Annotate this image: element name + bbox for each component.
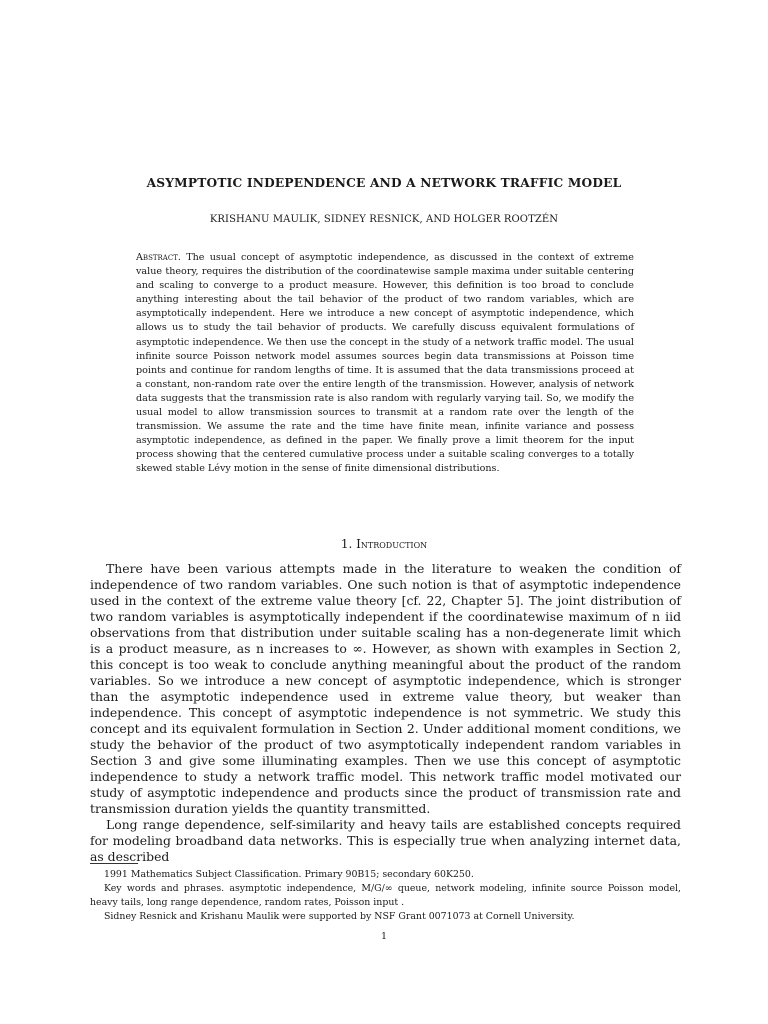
body-paragraph: Long range dependence, self-similarity and heavy tails are established concepts required for modeling broadband data networks. This is especially true when analyzing internet data, as described xyxy=(90,817,681,864)
footnotes xyxy=(90,868,681,924)
footnote-funding: Sidney Resnick and Krishanu Maulik were supported by NSF Grant 0071073 at Cornell University. xyxy=(104,911,575,922)
paper-title: ASYMPTOTIC INDEPENDENCE AND A NETWORK TRAFFIC MODEL xyxy=(146,176,622,190)
section-title: Introduction xyxy=(356,537,428,551)
body-text xyxy=(90,561,681,865)
body-paragraph: There have been various attempts made in the literature to weaken the condition of independence of two random variables. One such notion is that of asymptotic independence used in the context of the extreme value theory [cf. 22, Chapter 5]. The joint distribution of two random variables is asymptotically independent if the coordinatewise maximum of n iid observations from that distribution under suitable scaling has a non-degenerate limit which is a product measure, as n increases to ∞. However, as shown with examples in Section 2, this concept is too weak to conclude anything meaningful about the product of the random variables. So we introduce a new concept of asymptotic independence, which is stronger than the asymptotic independence used in extreme value theory, but weaker than independence. This concept of asymptotic independence is not symmetric. We study this concept and its equivalent formulation in Section 2. Under additional moment conditions, we study the behavior of the product of two asymptotically independent random variables in Section 3 and give some illuminating examples. Then we use this concept of asymptotic independence to study a network traffic model. This network traffic model motivated our study of asymptotic independence and products since the product of transmission rate and transmission duration yields the quantity transmitted. xyxy=(90,561,681,816)
section-number: 1. xyxy=(340,537,353,551)
section-heading xyxy=(0,537,768,551)
page-number: 1 xyxy=(380,931,388,942)
footnote-keywords: Key words and phrases. asymptotic independence, M/G/∞ queue, network modeling, infinite source Poisson model, heavy tails, long range dependence, random rates, Poisson input . xyxy=(90,883,681,908)
footnote-msc: 1991 Mathematics Subject Classification. Primary 90B15; secondary 60K250. xyxy=(104,869,474,880)
footnote-rule xyxy=(90,863,138,864)
paper-authors: KRISHANU MAULIK, SIDNEY RESNICK, AND HOLGER ROOTZÉN xyxy=(209,214,559,225)
abstract-label: Abstract. xyxy=(136,252,181,263)
abstract xyxy=(136,251,634,477)
abstract-text: The usual concept of asymptotic independence, as discussed in the context of extreme value theory, requires the distribution of the coordinatewise sample maxima under suitable centering and scaling to converge to a product measure. However, this definition is too broad to conclude anything interesting about the tail behavior of the product of two random variables, which are asymptotically independent. Here we introduce a new concept of asymptotic independence, which allows us to study the tail behavior of products. We carefully discuss equivalent formulations of asymptotic independence. We then use the concept in the study of a network traffic model. The usual infinite source Poisson network model assumes sources begin data transmissions at Poisson time points and continue for random lengths of time. It is assumed that the data transmissions proceed at a constant, non-random rate over the entire length of the transmission. However, analysis of network data suggests that the transmission rate is also random with regularly varying tail. So, we modify the usual model to allow transmission sources to transmit at a random rate over the length of the transmission. We assume the rate and the time have finite mean, infinite variance and possess asymptotic independence, as defined in the paper. We finally prove a limit theorem for the input process showing that the centered cumulative process under a suitable scaling converges to a totally skewed stable Lévy motion in the sense of finite dimensional distributions. xyxy=(136,252,634,475)
